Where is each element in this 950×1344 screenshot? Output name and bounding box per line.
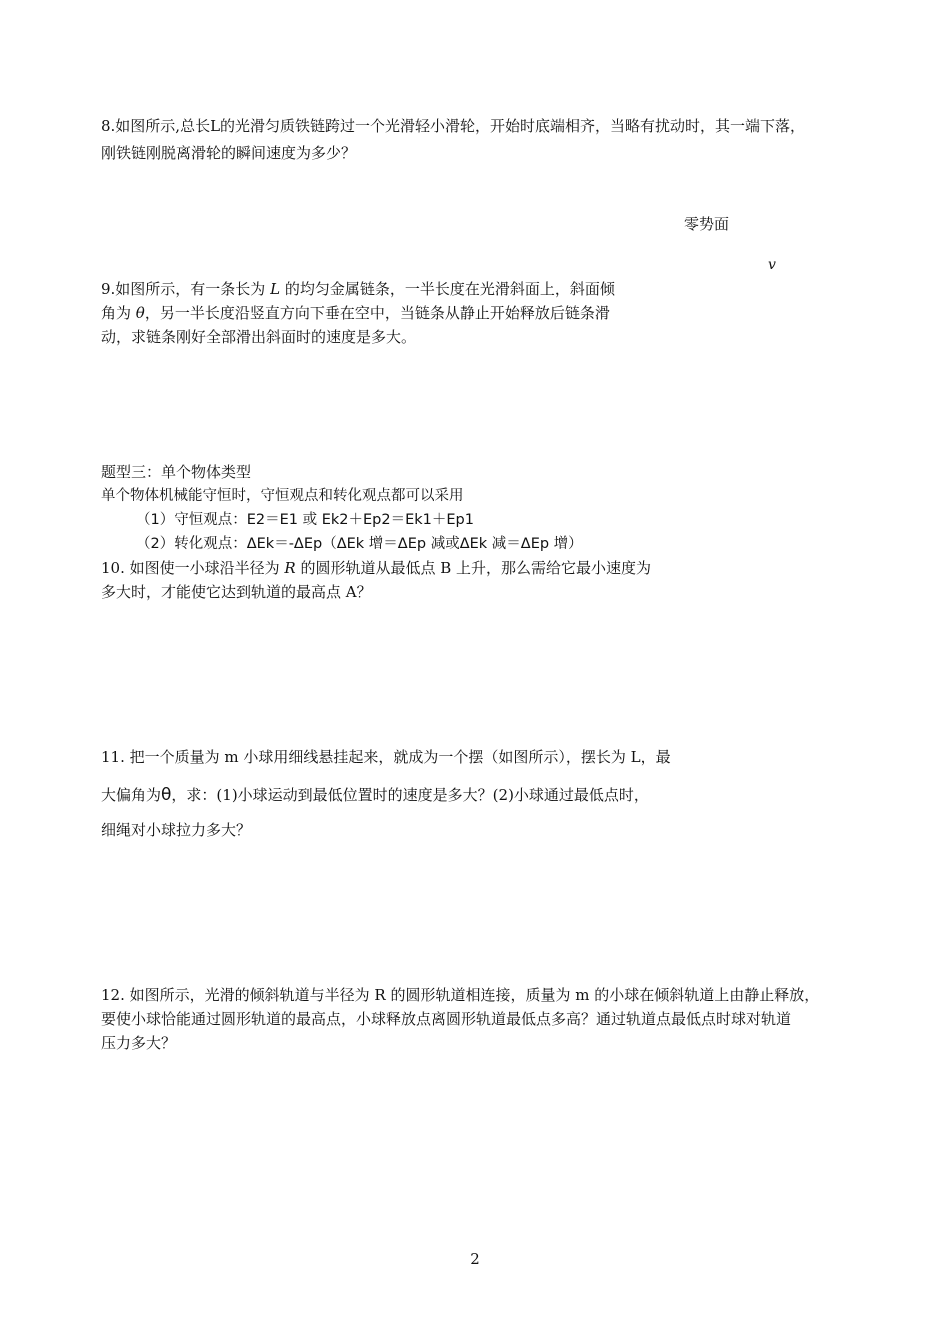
- q10-text: 的圆形轨道从最低点 B 上升，那么需给它最小速度为: [295, 559, 652, 577]
- velocity-label: v: [768, 257, 776, 273]
- q11-line-3: 细绳对小球拉力多大？: [101, 821, 252, 839]
- q9-var-L: L: [270, 280, 281, 298]
- section-intro: 单个物体机械能守恒时，守恒观点和转化观点都可以采用: [101, 488, 464, 504]
- q12-line-2: 要使小球恰能通过圆形轨道的最高点，小球释放点离圆形轨道最低点多高？通过轨道点最低点时球对轨道: [101, 1010, 792, 1028]
- q11-line-2: [101, 785, 649, 805]
- q10-line-2: 多大时，才能使它达到轨道的最高点 A？: [101, 583, 372, 601]
- q9-text: 的均匀金属链条，一半长度在光滑斜面上，斜面倾: [280, 280, 615, 298]
- q11-text: ，求：(1)小球运动到最低位置时的速度是多大？(2)小球通过最低点时，: [171, 786, 649, 804]
- q10-line-1: [101, 558, 651, 578]
- q12-line-3: 压力多大？: [101, 1034, 177, 1052]
- q8-line-2: 刚铁链刚脱离滑轮的瞬间速度为多少？: [101, 144, 357, 162]
- q9-text: ，另一半长度沿竖直方向下垂在空中，当链条从静止开始释放后链条滑: [144, 304, 610, 322]
- q9-text: 角为: [101, 304, 136, 322]
- q10-var-R: R: [284, 559, 296, 577]
- page-number: 2: [470, 1250, 480, 1268]
- q9-line-2: [101, 303, 610, 323]
- q11-theta: θ: [161, 785, 172, 805]
- q11-text: 大偏角为: [101, 786, 162, 804]
- q10-text: 10. 如图使一小球沿半径为: [101, 559, 285, 577]
- zero-potential-label: 零势面: [684, 215, 730, 233]
- q8-line-1: 8.如图所示,总长L的光滑匀质铁链跨过一个光滑轻小滑轮，开始时底端相齐，当略有扰动时，其一端下落，: [101, 117, 806, 135]
- q11-line-1: 11. 把一个质量为 m 小球用细线悬挂起来，就成为一个摆（如图所示），摆长为 L，最: [101, 748, 671, 766]
- section-item-1: （1）守恒观点：E2＝E1 或 Ek2＋Ep2＝Ek1＋Ep1: [136, 512, 474, 528]
- section-item-2: （2）转化观点：ΔEk＝-ΔEp（ΔEk 增＝ΔEp 减或ΔEk 减＝ΔEp 增）: [136, 536, 583, 552]
- q9-line-1: [101, 279, 615, 299]
- q12-line-1: 12. 如图所示，光滑的倾斜轨道与半径为 R 的圆形轨道相连接，质量为 m 的小球在倾斜轨道上由静止释放，: [101, 986, 820, 1004]
- q9-var-theta: θ: [135, 304, 145, 322]
- section-title: 题型三：单个物体类型: [101, 463, 252, 481]
- q9-line-3: 动，求链条刚好全部滑出斜面时的速度是多大。: [101, 328, 417, 346]
- q9-text: 9.如图所示，有一条长为: [101, 280, 271, 298]
